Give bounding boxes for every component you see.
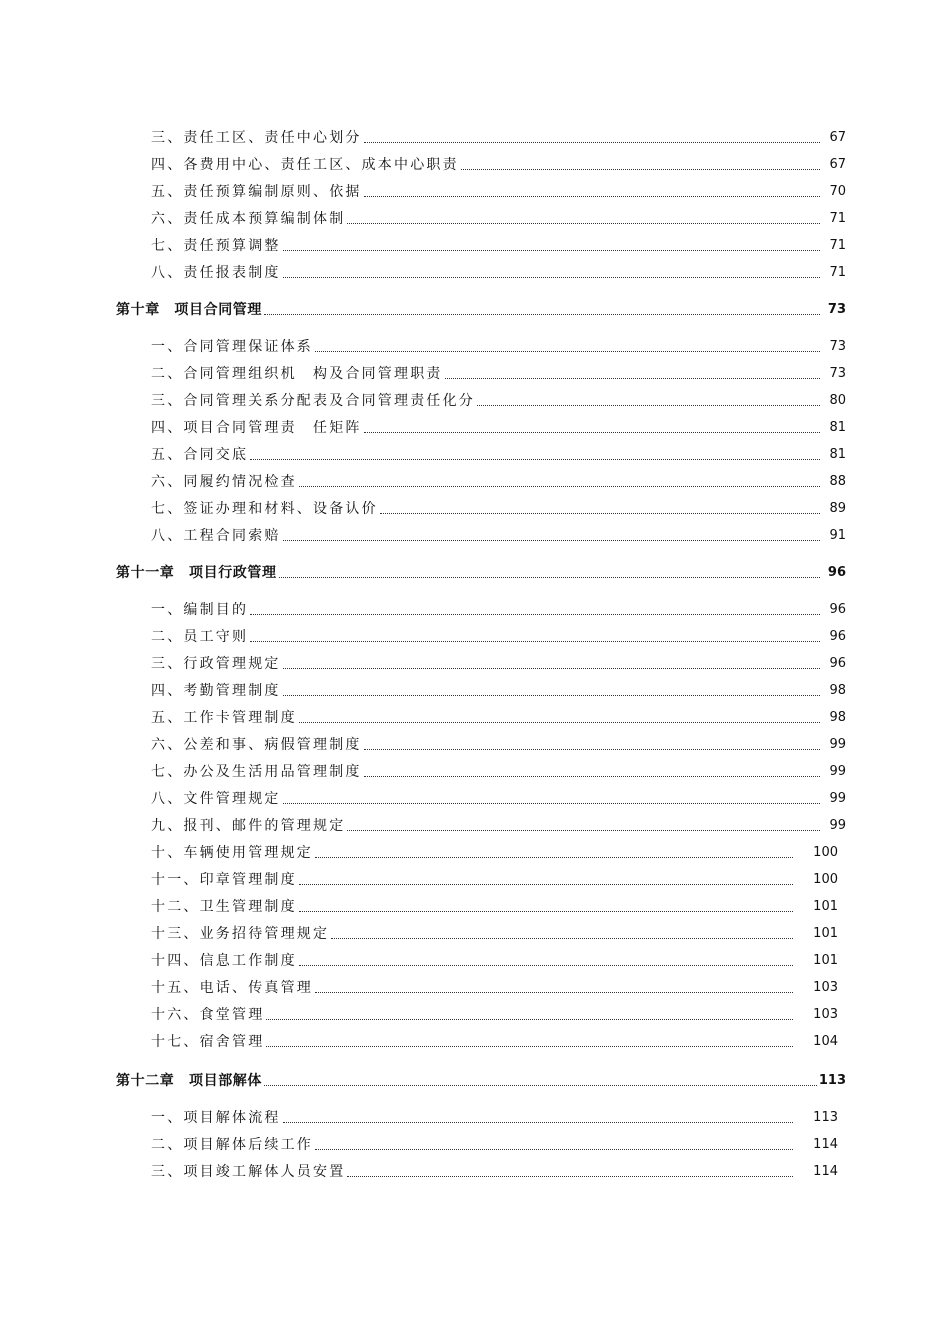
- toc-entry[interactable]: [151, 869, 838, 889]
- dot-leader: [477, 405, 820, 406]
- toc-entry-title: 三、责任工区、责任中心划分: [151, 130, 362, 146]
- toc-entry-page-number: 101: [813, 926, 838, 941]
- toc-entry[interactable]: [151, 734, 846, 754]
- toc-entry-page-number: 113: [818, 1073, 846, 1088]
- toc-chapter-entry[interactable]: [116, 562, 846, 582]
- dot-leader: [299, 965, 793, 966]
- toc-entry-title: 十二、卫生管理制度: [151, 899, 297, 915]
- toc-entry-title: 二、合同管理组织机 构及合同管理职责: [151, 366, 443, 382]
- dot-leader: [279, 577, 820, 578]
- dot-leader: [347, 830, 820, 831]
- toc-entry-page-number: 89: [829, 501, 846, 516]
- toc-entry[interactable]: [151, 498, 846, 518]
- dot-leader: [283, 803, 820, 804]
- toc-chapter-entry[interactable]: [116, 299, 846, 319]
- toc-entry-title: 七、签证办理和材料、设备认价: [151, 501, 378, 517]
- toc-entry[interactable]: [151, 761, 846, 781]
- toc-entry-page-number: 73: [829, 339, 846, 354]
- toc-entry[interactable]: [151, 977, 838, 997]
- toc-entry[interactable]: [151, 127, 846, 147]
- dot-leader: [250, 614, 820, 615]
- dot-leader: [445, 378, 820, 379]
- dot-leader: [331, 938, 793, 939]
- toc-entry-title: 第十章 项目合同管理: [116, 302, 262, 318]
- toc-entry-page-number: 71: [829, 238, 846, 253]
- toc-entry[interactable]: [151, 525, 846, 545]
- toc-entry-page-number: 99: [829, 737, 846, 752]
- toc-entry-page-number: 67: [829, 157, 846, 172]
- toc-entry-page-number: 103: [813, 1007, 838, 1022]
- toc-entry-page-number: 96: [829, 602, 846, 617]
- dot-leader: [347, 223, 820, 224]
- toc-entry[interactable]: [151, 950, 838, 970]
- toc-entry-title: 六、责任成本预算编制体制: [151, 211, 346, 227]
- toc-entry[interactable]: [151, 154, 846, 174]
- dot-leader: [364, 432, 820, 433]
- dot-leader: [283, 540, 820, 541]
- dot-leader: [364, 142, 820, 143]
- toc-entry[interactable]: [151, 1134, 838, 1154]
- toc-entry-page-number: 67: [829, 130, 846, 145]
- toc-entry[interactable]: [151, 1107, 838, 1127]
- toc-entry[interactable]: [151, 1031, 838, 1051]
- toc-entry[interactable]: [151, 707, 846, 727]
- dot-leader: [264, 314, 820, 315]
- toc-entry-title: 一、项目解体流程: [151, 1110, 281, 1126]
- toc-entry-title: 五、工作卡管理制度: [151, 710, 297, 726]
- toc-entry[interactable]: [151, 235, 846, 255]
- toc-entry-title: 七、责任预算调整: [151, 238, 281, 254]
- toc-entry-page-number: 99: [829, 764, 846, 779]
- dot-leader: [283, 1122, 794, 1123]
- dot-leader: [364, 196, 820, 197]
- dot-leader: [299, 911, 793, 912]
- toc-entry-title: 一、编制目的: [151, 602, 249, 618]
- toc-entry[interactable]: [151, 1004, 838, 1024]
- dot-leader: [315, 1149, 793, 1150]
- dot-leader: [380, 513, 820, 514]
- toc-entry-title: 十七、宿舍管理: [151, 1034, 265, 1050]
- toc-entry-page-number: 101: [813, 899, 838, 914]
- toc-entry[interactable]: [151, 417, 846, 437]
- toc-entry-page-number: 96: [827, 565, 846, 580]
- toc-entry[interactable]: [151, 1161, 838, 1181]
- dot-leader: [266, 1046, 793, 1047]
- toc-entry[interactable]: [151, 842, 838, 862]
- toc-entry-page-number: 81: [829, 447, 846, 462]
- toc-entry-title: 十五、电话、传真管理: [151, 980, 313, 996]
- dot-leader: [266, 1019, 793, 1020]
- toc-entry-title: 一、合同管理保证体系: [151, 339, 313, 355]
- toc-entry-page-number: 113: [813, 1110, 838, 1125]
- toc-entry-title: 七、办公及生活用品管理制度: [151, 764, 362, 780]
- toc-entry-page-number: 100: [813, 872, 838, 887]
- toc-entry-page-number: 98: [829, 710, 846, 725]
- toc-entry-page-number: 99: [829, 791, 846, 806]
- toc-entry-page-number: 88: [829, 474, 846, 489]
- toc-entry-title: 第十二章 项目部解体: [116, 1073, 262, 1089]
- toc-entry-page-number: 104: [813, 1034, 838, 1049]
- toc-entry-page-number: 114: [813, 1137, 838, 1152]
- toc-entry-title: 十一、印章管理制度: [151, 872, 297, 888]
- toc-entry[interactable]: [151, 626, 846, 646]
- toc-entry-title: 十六、食堂管理: [151, 1007, 265, 1023]
- toc-entry-title: 八、责任报表制度: [151, 265, 281, 281]
- toc-entry[interactable]: [151, 208, 846, 228]
- dot-leader: [299, 722, 820, 723]
- dot-leader: [250, 641, 820, 642]
- dot-leader: [347, 1176, 793, 1177]
- dot-leader: [283, 277, 820, 278]
- toc-entry-title: 十、车辆使用管理规定: [151, 845, 313, 861]
- toc-entry-title: 四、考勤管理制度: [151, 683, 281, 699]
- toc-entry[interactable]: [151, 815, 846, 835]
- toc-entry-page-number: 71: [829, 211, 846, 226]
- dot-leader: [299, 486, 820, 487]
- dot-leader: [315, 857, 793, 858]
- toc-entry[interactable]: [151, 896, 838, 916]
- dot-leader: [364, 776, 820, 777]
- dot-leader: [364, 749, 820, 750]
- toc-entry-page-number: 70: [829, 184, 846, 199]
- dot-leader: [283, 668, 820, 669]
- toc-entry-page-number: 71: [829, 265, 846, 280]
- toc-entry[interactable]: [151, 181, 846, 201]
- dot-leader: [283, 695, 820, 696]
- dot-leader: [461, 169, 820, 170]
- dot-leader: [315, 351, 820, 352]
- toc-entry-title: 六、公差和事、病假管理制度: [151, 737, 362, 753]
- toc-entry-title: 三、合同管理关系分配表及合同管理责任化分: [151, 393, 475, 409]
- toc-entry-page-number: 73: [829, 366, 846, 381]
- toc-entry-page-number: 73: [827, 302, 846, 317]
- toc-entry[interactable]: [151, 336, 846, 356]
- toc-entry-page-number: 99: [829, 818, 846, 833]
- toc-entry-title: 六、同履约情况检查: [151, 474, 297, 490]
- toc-entry-page-number: 100: [813, 845, 838, 860]
- toc-entry[interactable]: [151, 680, 846, 700]
- toc-entry-title: 四、项目合同管理责 任矩阵: [151, 420, 362, 436]
- toc-entry-page-number: 103: [813, 980, 838, 995]
- toc-entry-title: 八、工程合同索赔: [151, 528, 281, 544]
- dot-leader: [283, 250, 820, 251]
- toc-entry[interactable]: [151, 390, 846, 410]
- toc-entry-title: 十四、信息工作制度: [151, 953, 297, 969]
- toc-entry-page-number: 96: [829, 629, 846, 644]
- dot-leader: [299, 884, 793, 885]
- toc-entry-page-number: 101: [813, 953, 838, 968]
- toc-entry-page-number: 114: [813, 1164, 838, 1179]
- toc-entry-title: 三、行政管理规定: [151, 656, 281, 672]
- toc-entry[interactable]: [151, 653, 846, 673]
- toc-entry-title: 二、员工守则: [151, 629, 249, 645]
- toc-entry-title: 三、项目竣工解体人员安置: [151, 1164, 346, 1180]
- toc-entry-title: 四、各费用中心、责任工区、成本中心职责: [151, 157, 459, 173]
- toc-entry[interactable]: [151, 363, 846, 383]
- toc-entry-page-number: 91: [829, 528, 846, 543]
- toc-entry[interactable]: [151, 599, 846, 619]
- toc-entry-title: 第十一章 项目行政管理: [116, 565, 277, 581]
- toc-entry-title: 九、报刊、邮件的管理规定: [151, 818, 346, 834]
- toc-entry-title: 十三、业务招待管理规定: [151, 926, 330, 942]
- toc-entry[interactable]: [151, 788, 846, 808]
- toc-entry-page-number: 81: [829, 420, 846, 435]
- toc-entry-page-number: 80: [829, 393, 846, 408]
- toc-entry[interactable]: [151, 444, 846, 464]
- toc-entry-title: 八、文件管理规定: [151, 791, 281, 807]
- toc-entry-page-number: 98: [829, 683, 846, 698]
- toc-entry-title: 五、合同交底: [151, 447, 249, 463]
- toc-entry[interactable]: [151, 471, 846, 491]
- toc-entry[interactable]: [151, 262, 846, 282]
- toc-entry-title: 五、责任预算编制原则、依据: [151, 184, 362, 200]
- toc-entry-page-number: 96: [829, 656, 846, 671]
- dot-leader: [264, 1085, 817, 1086]
- toc-entry[interactable]: [151, 923, 838, 943]
- dot-leader: [250, 459, 820, 460]
- toc-chapter-entry[interactable]: [116, 1070, 846, 1090]
- dot-leader: [315, 992, 793, 993]
- toc-entry-title: 二、项目解体后续工作: [151, 1137, 313, 1153]
